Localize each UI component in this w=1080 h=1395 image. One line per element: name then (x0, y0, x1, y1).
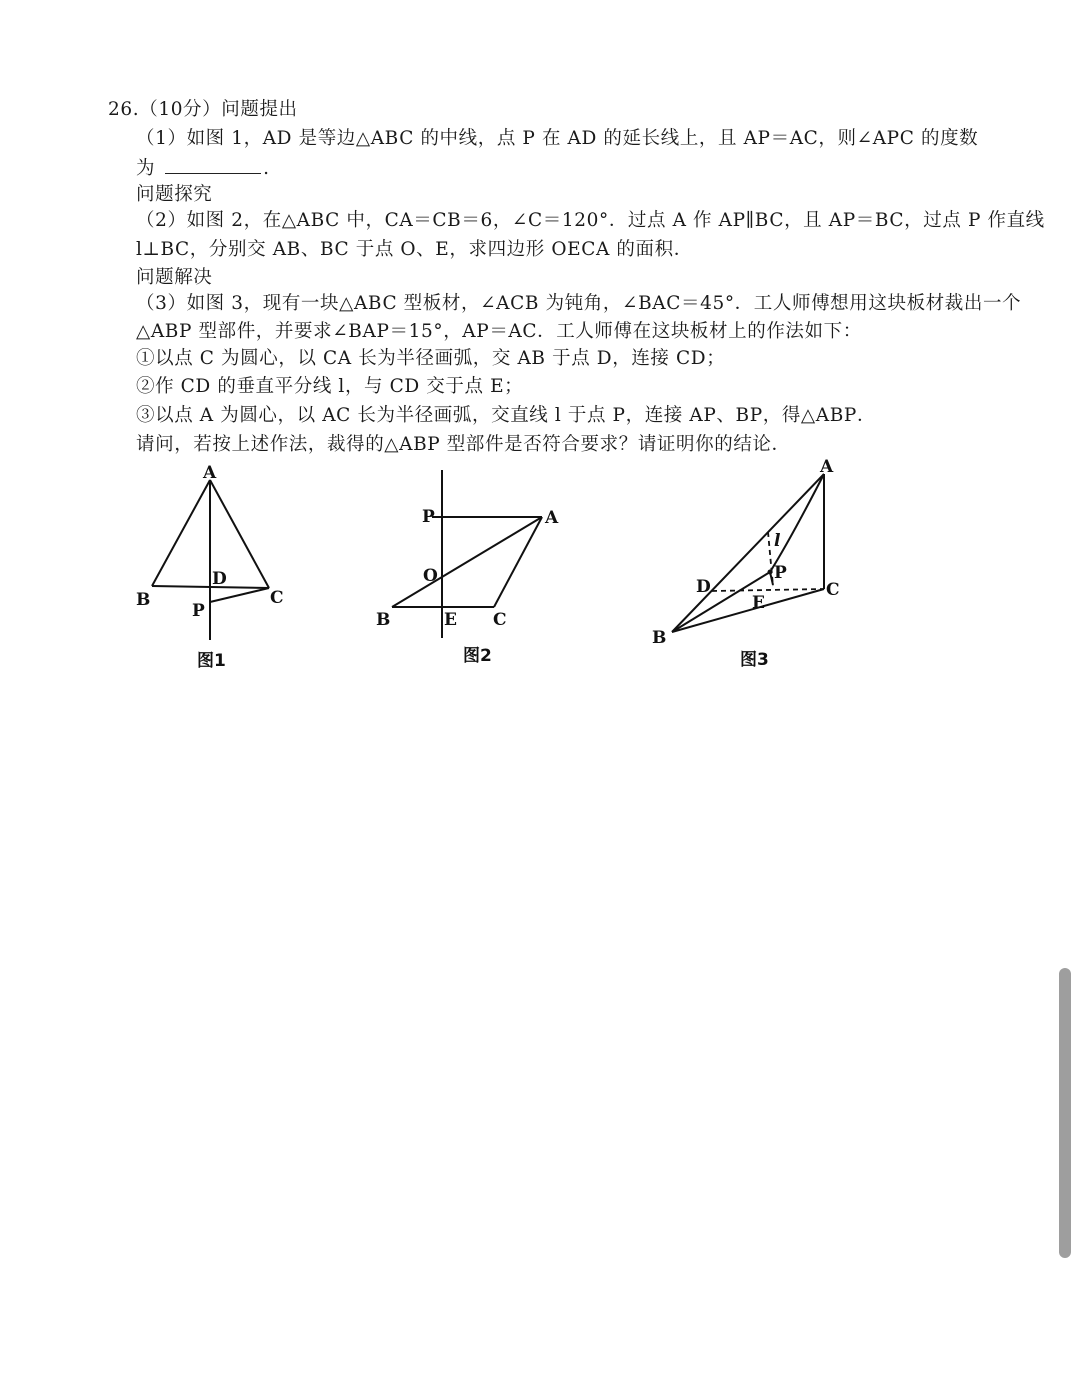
fig1-label-d: D (212, 569, 227, 589)
fig2-label-a: A (545, 508, 559, 528)
fig2-segment-ab (392, 517, 542, 607)
question-1-answer-line (136, 155, 270, 182)
fig3-label-a: A (820, 457, 834, 477)
question-2-line-1: （2）如图 2，在△ABC 中，CA＝CB＝6，∠C＝120°．过点 A 作 AP∥BC，且 AP＝BC，过点 P 作直线 (136, 210, 1045, 231)
fig2-caption: 图2 (463, 646, 492, 666)
figure-3-diagram (640, 457, 860, 680)
figure-1 (130, 460, 300, 680)
fig1-side-ab (152, 480, 210, 586)
construction-step-1: ①以点 C 为圆心，以 CA 长为半径画弧，交 AB 于点 D，连接 CD； (136, 348, 726, 369)
question-2-line-2: l⊥BC，分别交 AB、BC 于点 O、E，求四边形 OECA 的面积． (136, 239, 693, 260)
vertical-scrollbar[interactable] (1059, 968, 1071, 1258)
fig3-label-b: B (652, 628, 667, 648)
fig3-dashed-cd (712, 589, 824, 591)
fig2-label-e: E (444, 610, 457, 630)
question-3-line-1: （3）如图 3，现有一块△ABC 型板材，∠ACB 为钝角，∠BAC＝45°．工人师傅想用这块板材裁出一个 (136, 293, 1022, 314)
fig3-label-d: D (696, 577, 711, 597)
fig2-label-p: P (422, 507, 435, 527)
figure-2 (370, 460, 570, 680)
figure-1-diagram (130, 460, 300, 680)
question-1-blank-prefix: 为 (136, 158, 156, 179)
fig1-label-a: A (203, 463, 217, 483)
problem-header: 26.（10分）问题提出 (108, 99, 298, 120)
question-3-line-2: △ABP 型部件，并要求∠BAP＝15°，AP＝AC．工人师傅在这块板材上的作法如下： (136, 321, 862, 342)
fig1-caption: 图1 (197, 651, 226, 671)
final-question: 请问，若按上述作法，裁得的△ABP 型部件是否符合要求？请证明你的结论． (136, 434, 791, 455)
section-title-solve: 问题解决 (136, 267, 213, 288)
fig1-label-c: C (270, 588, 284, 608)
section-title-explore: 问题探究 (136, 184, 213, 205)
fig3-label-c: C (826, 580, 840, 600)
question-1-text: （1）如图 1，AD 是等边△ABC 的中线，点 P 在 AD 的延长线上，且 AP＝AC，则∠APC 的度数 (136, 128, 979, 149)
fig2-label-o: O (423, 566, 438, 586)
fig3-label-p: P (774, 563, 787, 583)
construction-step-2: ②作 CD 的垂直平分线 l，与 CD 交于点 E； (136, 376, 524, 397)
fig2-label-c: C (493, 610, 507, 630)
fig1-label-p: P (192, 601, 205, 621)
fig3-segment-bc (672, 589, 824, 632)
construction-step-3: ③以点 A 为圆心，以 AC 长为半径画弧，交直线 l 于点 P，连接 AP、BP，得△ABP． (136, 405, 877, 426)
fig2-label-b: B (376, 610, 391, 630)
fig1-label-b: B (136, 590, 151, 610)
fig3-label-l: l (774, 531, 781, 551)
figures-row (0, 457, 1080, 690)
fig3-point-p (768, 570, 773, 575)
fig1-segment-pc (210, 588, 269, 602)
fig3-segment-ab (672, 474, 824, 632)
fig3-caption: 图3 (740, 650, 769, 670)
figure-3 (640, 457, 860, 680)
figure-2-diagram (370, 460, 570, 680)
answer-blank (165, 155, 261, 174)
question-1-blank-suffix: . (263, 158, 270, 179)
fig3-label-e: E (752, 593, 765, 613)
